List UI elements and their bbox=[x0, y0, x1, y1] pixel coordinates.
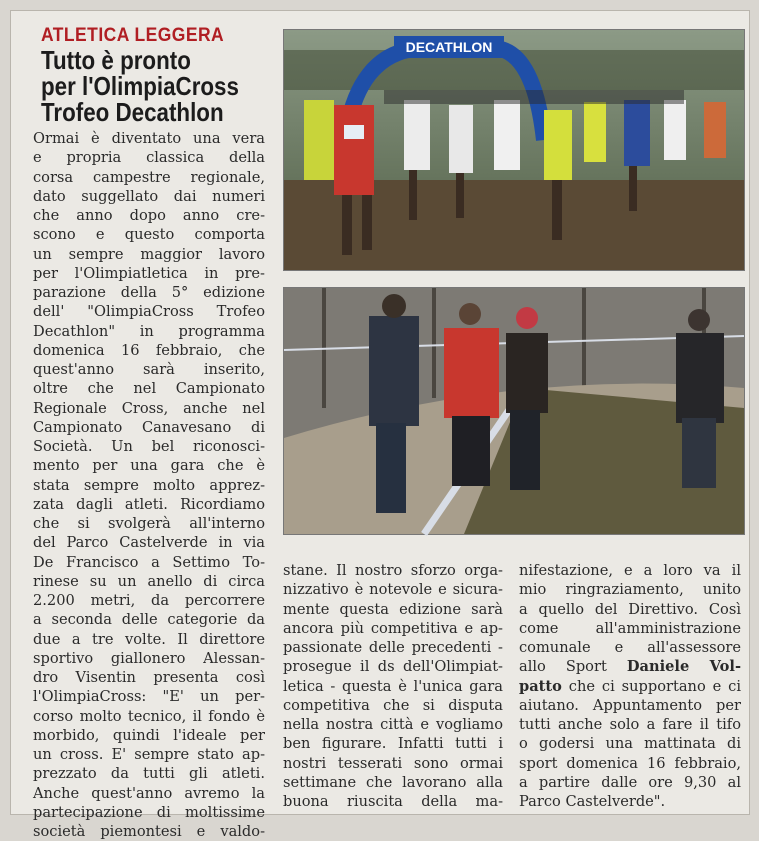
text-line: ben figurare. Infatti tutti i bbox=[283, 735, 503, 753]
text-line: come all'amministrazione bbox=[519, 619, 741, 637]
text-line: l'OlimpiaCross: "E' un per- bbox=[33, 688, 265, 706]
text-line: e propria classica della bbox=[33, 149, 265, 167]
text-line: Regionale Cross, anche nel bbox=[33, 399, 265, 417]
text-line: De Francisco a Settimo To- bbox=[33, 553, 265, 571]
photo-volunteers bbox=[283, 287, 745, 535]
text-line: morbido, quindi l'ideale per bbox=[33, 726, 265, 744]
text-line: corsa campestre regionale, bbox=[33, 168, 265, 186]
text-line: a partire dalle ore 9,30 al bbox=[519, 773, 741, 791]
text-line: tutti anche solo a fare il tifo bbox=[519, 716, 741, 733]
text-line: letica - questa è l'unica gara bbox=[283, 677, 503, 695]
text-line: mio ringraziamento, unito bbox=[519, 581, 741, 599]
text-line: Campionato Canavesano di bbox=[33, 418, 265, 436]
text-line: 2.200 metri, da percorrere bbox=[33, 592, 265, 609]
headline-line: per l'OlimpiaCross bbox=[41, 71, 239, 101]
text-line: prezzato da tutti gli atleti. bbox=[33, 765, 265, 783]
text-line: stane. Il nostro sforzo orga- bbox=[283, 562, 503, 579]
section-kicker: ATLETICA LEGGERA bbox=[41, 25, 225, 46]
text-line: sportivo giallonero Alessan- bbox=[33, 649, 265, 667]
text-line: settimane che lavorano alla bbox=[283, 773, 503, 791]
text-line: scono e questo comporta bbox=[33, 226, 265, 244]
text-line: Decathlon" in programma bbox=[33, 322, 265, 340]
text-line: mente questa edizione sarà bbox=[283, 600, 503, 618]
photo-race-start bbox=[283, 29, 745, 271]
text-line: Società. Un bel riconosci- bbox=[33, 438, 265, 455]
person-name: Daniele Vol- bbox=[626, 658, 742, 676]
text-line: domenica 16 febbraio, che bbox=[33, 341, 265, 359]
text-line: dato suggellato dai numeri bbox=[33, 187, 265, 205]
text-line: per l'Olimpiatletica in pre- bbox=[33, 264, 265, 282]
text-line: Ormai è diventato una vera bbox=[33, 130, 265, 147]
headline-line: Tutto è pronto bbox=[41, 45, 191, 75]
text-line: competitiva che si disputa bbox=[283, 696, 503, 714]
text-line: prosegue il ds dell'Olimpiat- bbox=[283, 658, 503, 676]
body-column-1 bbox=[33, 129, 265, 841]
text-line: passionate delle precedenti - bbox=[283, 639, 503, 656]
text-line: Parco Castelverde". bbox=[519, 793, 666, 810]
text-line: nostri tesserati sono ormai bbox=[283, 754, 503, 772]
text-line: corso molto tecnico, il fondo è bbox=[33, 707, 265, 725]
text-line: nifestazione, e a loro va il bbox=[519, 562, 741, 579]
text-line: partecipazione di moltissime bbox=[33, 803, 265, 821]
text-line: a seconda delle categorie da bbox=[33, 611, 265, 629]
text-line: quest'anno sarà inserito, bbox=[33, 361, 265, 378]
text-line: comunale e all'assessore bbox=[519, 639, 741, 656]
text-line: mento per una gara che è bbox=[33, 457, 265, 475]
text-line: buona riuscita della ma- bbox=[283, 793, 503, 810]
banner-text: DECATHLON bbox=[405, 39, 493, 55]
text-line: oltre che nel Campionato bbox=[33, 380, 265, 398]
text-line: o godersi una mattinata di bbox=[519, 735, 741, 753]
text-line: dro Visentin presenta così bbox=[33, 669, 265, 686]
text-line: rinese su un anello di circa bbox=[33, 572, 265, 590]
text-line: dell' "OlimpiaCross Trofeo bbox=[33, 303, 265, 321]
text-line: sport domenica 16 febbraio, bbox=[519, 754, 741, 772]
body-column-3 bbox=[519, 561, 741, 811]
text-line: due a tre volte. Il direttore bbox=[33, 630, 265, 648]
text-line: che anno dopo anno cre- bbox=[33, 207, 265, 224]
text-line: allo Sport Daniele Vol- bbox=[519, 658, 742, 676]
text-line: del Parco Castelverde in via bbox=[33, 534, 265, 552]
text-line: stata sempre molto apprez- bbox=[33, 476, 265, 494]
text-line: patto che ci supportano e ci bbox=[519, 677, 742, 695]
text-line: nizzativo è notevole e sicura- bbox=[283, 581, 503, 599]
newspaper-clipping bbox=[10, 10, 750, 840]
headline-line: Trofeo Decathlon bbox=[41, 97, 224, 127]
text-line: aiutano. Appuntamento per bbox=[519, 696, 741, 714]
text-line: un sempre maggior lavoro bbox=[33, 245, 265, 263]
text-line: che si svolgerà all'interno bbox=[33, 515, 265, 532]
text-line: zata dagli atleti. Ricordiamo bbox=[33, 495, 265, 513]
text-line: Anche quest'anno avremo la bbox=[33, 784, 265, 802]
person-name: patto bbox=[519, 677, 562, 695]
text-line: un cross. E' sempre stato ap- bbox=[33, 746, 265, 763]
text-line: ancora più competitiva e ap- bbox=[283, 619, 503, 637]
text-line: a quello del Direttivo. Così bbox=[519, 600, 741, 618]
body-column-2 bbox=[283, 561, 503, 811]
text-line: società piemontesi e valdo- bbox=[33, 823, 265, 840]
headline bbox=[41, 47, 247, 125]
text-line: parazione della 5° edizione bbox=[33, 284, 265, 301]
text-line: nella nostra città e vogliamo bbox=[283, 716, 503, 733]
